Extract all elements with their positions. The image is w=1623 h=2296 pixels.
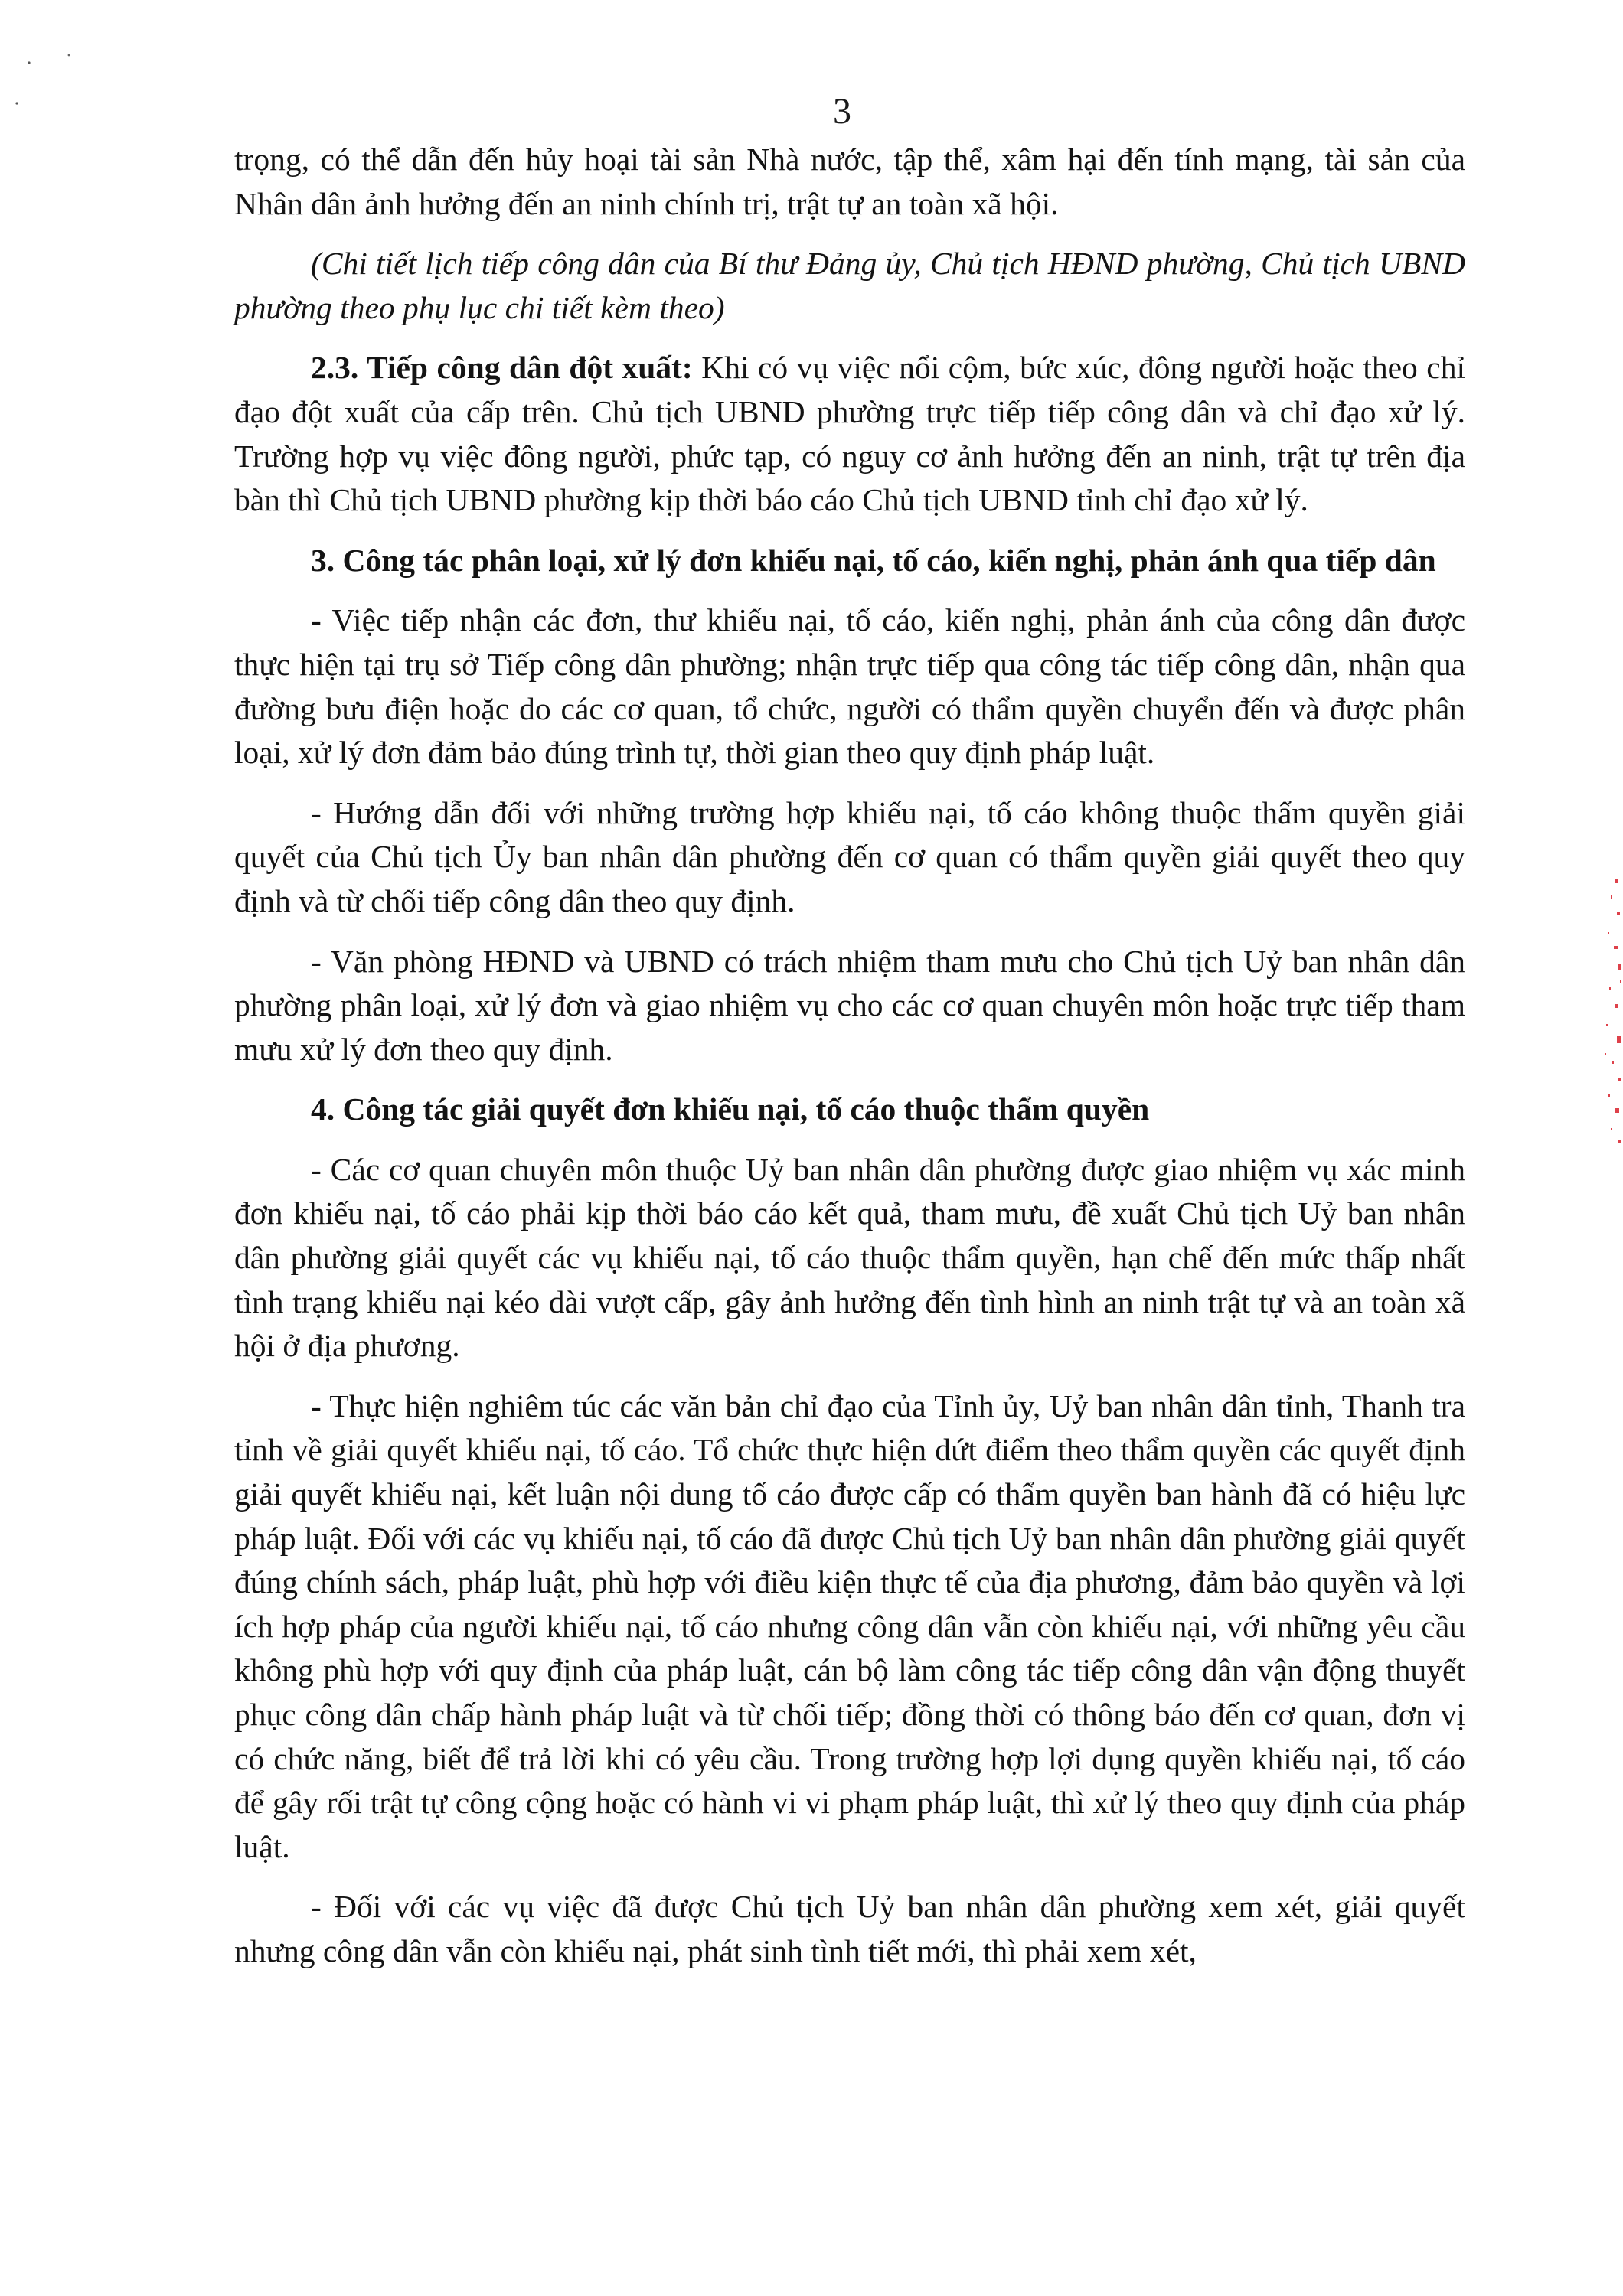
seal-mark (1608, 932, 1609, 934)
page-number: 3 (833, 91, 851, 132)
seal-mark (1615, 1004, 1618, 1008)
seal-mark (1618, 1140, 1621, 1143)
paragraph-guidance: - Hướng dẫn đối với những trường hợp khiếu nại, tố cáo không thuộc thẩm quyền giải quyết của Chủ tịch Ủy ban nhân dân phường đến cơ quan có thẩm quyền giải quyết theo quy định và từ chối tiếp công dân theo quy định. (234, 794, 1465, 918)
seal-mark (1608, 1094, 1610, 1097)
paragraph-receiving-complaints: - Việc tiếp nhận các đơn, thư khiếu nại, tố cáo, kiến nghị, phản ánh của công dân được thực hiện tại trụ sở Tiếp công dân phường; nhận trực tiếp qua công tác tiếp công dân, nhận qua đường bưu điện hoặc do các cơ quan, tổ chức, người có thẩm quyền chuyển đến và được phân loại, xử lý đơn đảm bảo đúng trình tự, thời gian theo quy định pháp luật. (234, 602, 1465, 771)
paragraph-verification: - Các cơ quan chuyên môn thuộc Uỷ ban nhân dân phường được giao nhiệm vụ xác minh đơn khiếu nại, tố cáo phải kịp thời báo cáo kết quả, tham mưu, đề xuất Chủ tịch Uỷ ban nhân dân phường giải quyết các vụ khiếu nại, tố cáo thuộc thẩm quyền, hạn chế đến mức thấp nhất tình trạng khiếu nại kéo dài vượt cấp, gây ảnh hưởng đến tình hình an ninh trật tự và an toàn xã hội ở địa phương. (234, 1151, 1465, 1364)
section-3-heading: 3. Công tác phân loại, xử lý đơn khiếu nại, tố cáo, kiến nghị, phản ánh qua tiếp dân (311, 542, 1436, 578)
scan-specks (0, 0, 92, 115)
seal-mark (1620, 980, 1621, 983)
seal-mark (1609, 987, 1611, 990)
paragraph-continuation: trọng, có thể dẫn đến hủy hoại tài sản Nhà nước, tập thể, xâm hại đến tính mạng, tài sản của Nhân dân ảnh hưởng đến an ninh chính trị, trật tự an toàn xã hội. (234, 142, 1465, 221)
paragraph-2-3 (234, 346, 1465, 522)
paragraph-implementation: - Thực hiện nghiêm túc các văn bản chỉ đạo của Tỉnh ủy, Uỷ ban nhân dân tỉnh, Thanh tra tỉnh về giải quyết khiếu nại, tố cáo. Tổ chức thực hiện dứt điểm theo thẩm quyền các quyết định giải quyết khiếu nại, kết luận nội dung tố cáo được cấp có thẩm quyền ban hành đã có hiệu lực pháp luật. Đối với các vụ khiếu nại, tố cáo đã được Chủ tịch Uỷ ban nhân dân phường giải quyết đúng chính sách, pháp luật, phù hợp với điều kiện thực tế của địa phương, đảm bảo quyền và lợi ích hợp pháp của người khiếu nại, tố cáo nhưng công dân vẫn còn khiếu nại, với những yêu cầu không phù hợp với quy định của pháp luật, cán bộ làm công tác tiếp công dân vận động thuyết phục công dân chấp hành pháp luật và từ chối tiếp; đồng thời có thông báo đến cơ quan, đơn vị có chức năng, biết để trả lời khi có yêu cầu. Trong trường hợp lợi dụng quyền khiếu nại, tố cáo để gây rối trật tự công cộng hoặc có hành vi vi phạm pháp luật, thì xử lý theo quy định của pháp luật. (234, 1388, 1465, 1864)
red-seal-edge (1600, 872, 1623, 1148)
section-2-3-text: Khi có vụ việc nổi cộm, bức xúc, đông người hoặc theo chỉ đạo đột xuất của cấp trên. Chủ tịch UBND phường trực tiếp tiếp công dân và chỉ đạo xử lý. Trường hợp vụ việc đông người, phức tạp, có nguy cơ ảnh hưởng đến an ninh, trật tự trên địa bàn thì Chủ tịch UBND phường kịp thời báo cáo Chủ tịch UBND tỉnh chỉ đạo xử lý. (234, 350, 1465, 518)
seal-mark (1615, 1108, 1619, 1113)
seal-mark (1611, 895, 1612, 899)
seal-mark (1605, 1053, 1606, 1055)
seal-mark (1612, 1061, 1614, 1064)
paragraph-office-advice: - Văn phòng HĐND và UBND có trách nhiệm tham mưu cho Chủ tịch Uỷ ban nhân dân phường phân loại, xử lý đơn và giao nhiệm vụ cho các cơ quan chuyên môn hoặc trực tiếp tham mưu xử lý đơn theo quy định. (234, 943, 1465, 1067)
seal-mark (1615, 879, 1618, 883)
document-body (234, 138, 1465, 1990)
section-2-3-heading: 2.3. Tiếp công dân đột xuất: (311, 350, 693, 386)
seal-mark (1614, 946, 1618, 949)
seal-mark (1611, 1128, 1612, 1130)
seal-mark (1617, 1036, 1621, 1043)
seal-mark (1618, 964, 1621, 970)
schedule-note: (Chi tiết lịch tiếp công dân của Bí thư Đảng ủy, Chủ tịch HĐND phường, Chủ tịch UBND phường theo phụ lục chi tiết kèm theo) (234, 246, 1465, 325)
seal-mark (1618, 1078, 1621, 1081)
paragraph-reconsideration: - Đối với các vụ việc đã được Chủ tịch Uỷ ban nhân dân phường xem xét, giải quyết nhưng công dân vẫn còn khiếu nại, phát sinh tình tiết mới, thì phải xem xét, (234, 1889, 1465, 1968)
seal-mark (1606, 1024, 1608, 1026)
section-4-heading: 4. Công tác giải quyết đơn khiếu nại, tố cáo thuộc thẩm quyền (311, 1091, 1150, 1127)
seal-mark (1617, 912, 1620, 915)
